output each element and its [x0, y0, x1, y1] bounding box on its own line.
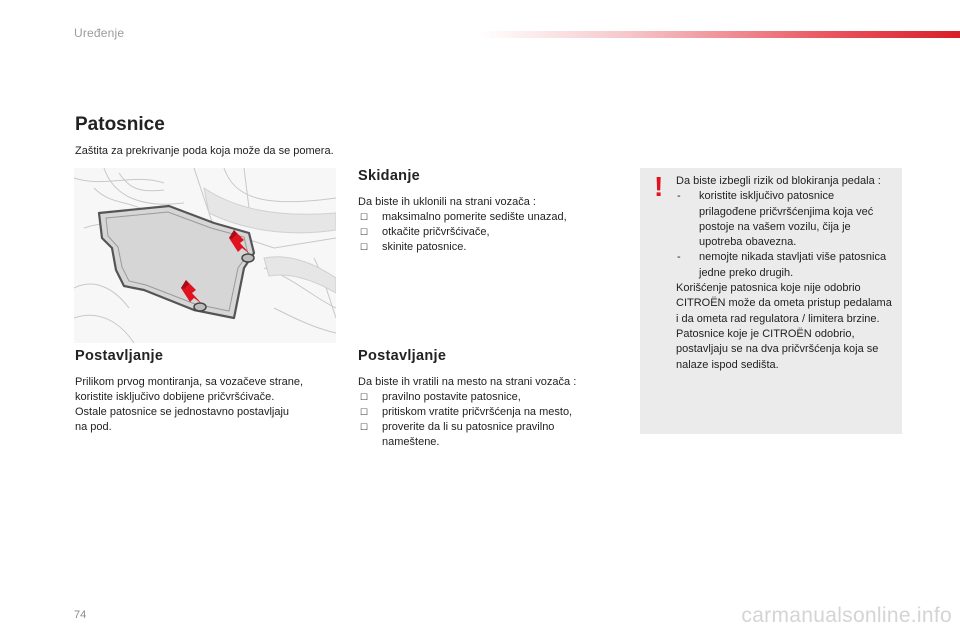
refitting-steps [358, 390, 598, 450]
watermark: carmanualsonline.info [741, 604, 952, 627]
checkbox-icon: ☐ [360, 392, 369, 402]
removal-heading: Skidanje [358, 168, 421, 184]
refitting-heading: Postavljanje [358, 348, 447, 364]
warning-icon: ! [654, 171, 664, 202]
list-item: ☐ otkačite pričvršćivače, [360, 226, 490, 238]
page-title: Patosnice [75, 114, 165, 135]
page-subtitle: Zaštita za prekrivanje poda koja može da se pomera. [75, 145, 334, 157]
fastener-icon [242, 254, 254, 262]
page-number: 74 [74, 609, 87, 621]
fastener-icon [194, 303, 206, 311]
warning-list [676, 189, 894, 281]
removal-steps [358, 210, 618, 255]
checkbox-icon: ☐ [360, 242, 369, 252]
floor-mat-illustration [74, 168, 336, 343]
removal-intro: Da biste ih uklonili na strani vozača : [358, 196, 536, 208]
list-item: ☐ pritiskom vratite pričvršćenja na mesto, [360, 406, 573, 418]
checkbox-icon: ☐ [360, 212, 369, 222]
warning-paragraph: Korišćenje patosnica koje nije odobrio CITROËN može da ometa pristup pedalama i da ometa rad regulatora / limitera brzine. [676, 282, 892, 325]
warning-paragraph: Patosnice koje je CITROËN odobrio, postavljaju se na dva pričvršćenja koja se nalaze ispod sedišta. [676, 327, 879, 371]
list-item: ☐ pravilno postavite patosnice, [360, 391, 521, 403]
warning-text [676, 174, 894, 373]
checkbox-icon: ☐ [360, 407, 369, 417]
first-fitting-text: Prilikom prvog montiranja, sa vozačeve strane, koristite isključivo dobijene pričvršćivače. Ostale patosnice se jednostavno postavljaju na pod. [75, 376, 304, 433]
list-item: ☐ proverite da li su patosnice pravilno nameštene. [360, 421, 555, 448]
refitting-intro: Da biste ih vratili na mesto na strani vozača : [358, 376, 577, 388]
list-item: - koristite isključivo patosnice prilagođene pričvršćenjima koja već postoje na vašem vozilu, čija je upotreba obavezna. [677, 190, 874, 249]
list-item: ☐ maksimalno pomerite sedište unazad, [360, 211, 567, 223]
checkbox-icon: ☐ [360, 227, 369, 237]
list-item: - nemojte nikada stavljati više patosnica jedne preko drugih. [677, 251, 887, 279]
section-label: Uređenje [74, 26, 125, 40]
header-accent-bar [480, 31, 960, 38]
checkbox-icon: ☐ [360, 422, 369, 432]
list-item: ☐ skinite patosnice. [360, 241, 467, 253]
first-fitting-heading: Postavljanje [75, 348, 164, 364]
warning-intro: Da biste izbegli rizik od blokiranja pedala : [676, 175, 881, 187]
